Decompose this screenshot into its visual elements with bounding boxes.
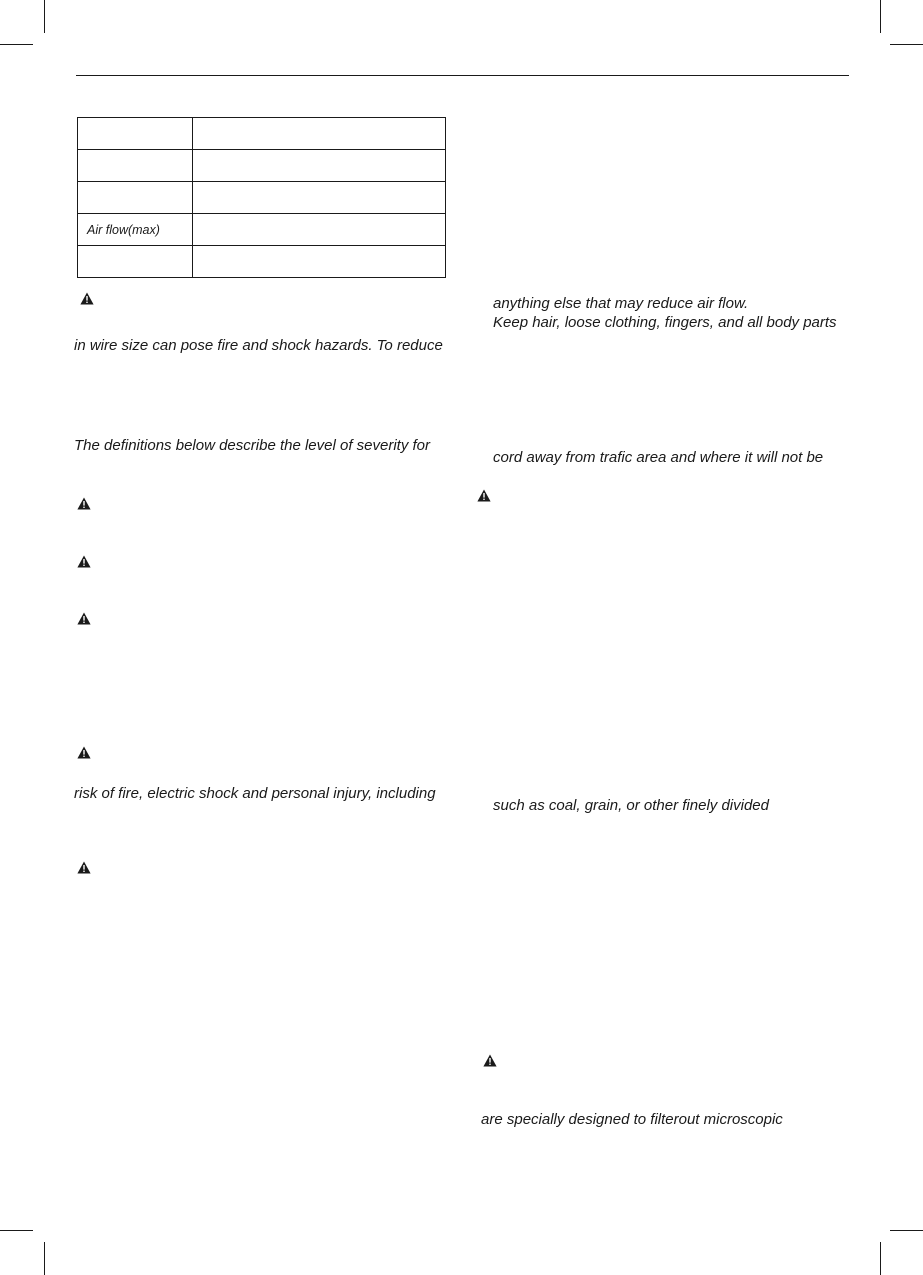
- table-row: [78, 214, 446, 246]
- wire-size-text: in wire size can pose fire and shock hazards. To reduce: [74, 337, 443, 354]
- spec-label: [78, 182, 193, 214]
- table-row: [78, 182, 446, 214]
- keep-away-text: Keep hair, loose clothing, fingers, and all body parts: [493, 314, 837, 331]
- air-flow-text: anything else that may reduce air flow.: [493, 295, 749, 312]
- crop-mark: [44, 0, 45, 33]
- definitions-text: The definitions below describe the level of severity for: [74, 437, 431, 454]
- crop-mark: [44, 1242, 45, 1275]
- spec-value: [193, 214, 446, 246]
- crop-mark: [0, 1230, 33, 1231]
- table-row: [78, 118, 446, 150]
- warning-triangle-icon: [77, 555, 91, 568]
- filter-text: are specially designed to filterout microscopic: [481, 1111, 783, 1128]
- spec-label-air-flow: Air flow(max): [78, 214, 193, 246]
- header-rule: [76, 75, 849, 76]
- table-row: [78, 150, 446, 182]
- spec-value: [193, 150, 446, 182]
- risk-text: risk of fire, electric shock and personal injury, including: [74, 785, 436, 802]
- warning-triangle-icon: [77, 497, 91, 510]
- warning-triangle-icon: [77, 612, 91, 625]
- coal-grain-text: such as coal, grain, or other finely divided: [493, 797, 769, 814]
- crop-mark: [890, 44, 923, 45]
- spec-label: [78, 118, 193, 150]
- crop-mark: [890, 1230, 923, 1231]
- table-row: [78, 246, 446, 278]
- warning-triangle-icon: [80, 292, 94, 305]
- spec-label: [78, 150, 193, 182]
- spec-value: [193, 246, 446, 278]
- spec-label: [78, 246, 193, 278]
- warning-triangle-icon: [477, 489, 491, 502]
- warning-triangle-icon: [77, 861, 91, 874]
- spec-value: [193, 118, 446, 150]
- cord-text: cord away from trafic area and where it will not be: [493, 449, 824, 466]
- crop-mark: [0, 44, 33, 45]
- warning-triangle-icon: [483, 1054, 497, 1067]
- crop-mark: [880, 0, 881, 33]
- warning-triangle-icon: [77, 746, 91, 759]
- crop-mark: [880, 1242, 881, 1275]
- specifications-table: [77, 117, 446, 278]
- spec-value: [193, 182, 446, 214]
